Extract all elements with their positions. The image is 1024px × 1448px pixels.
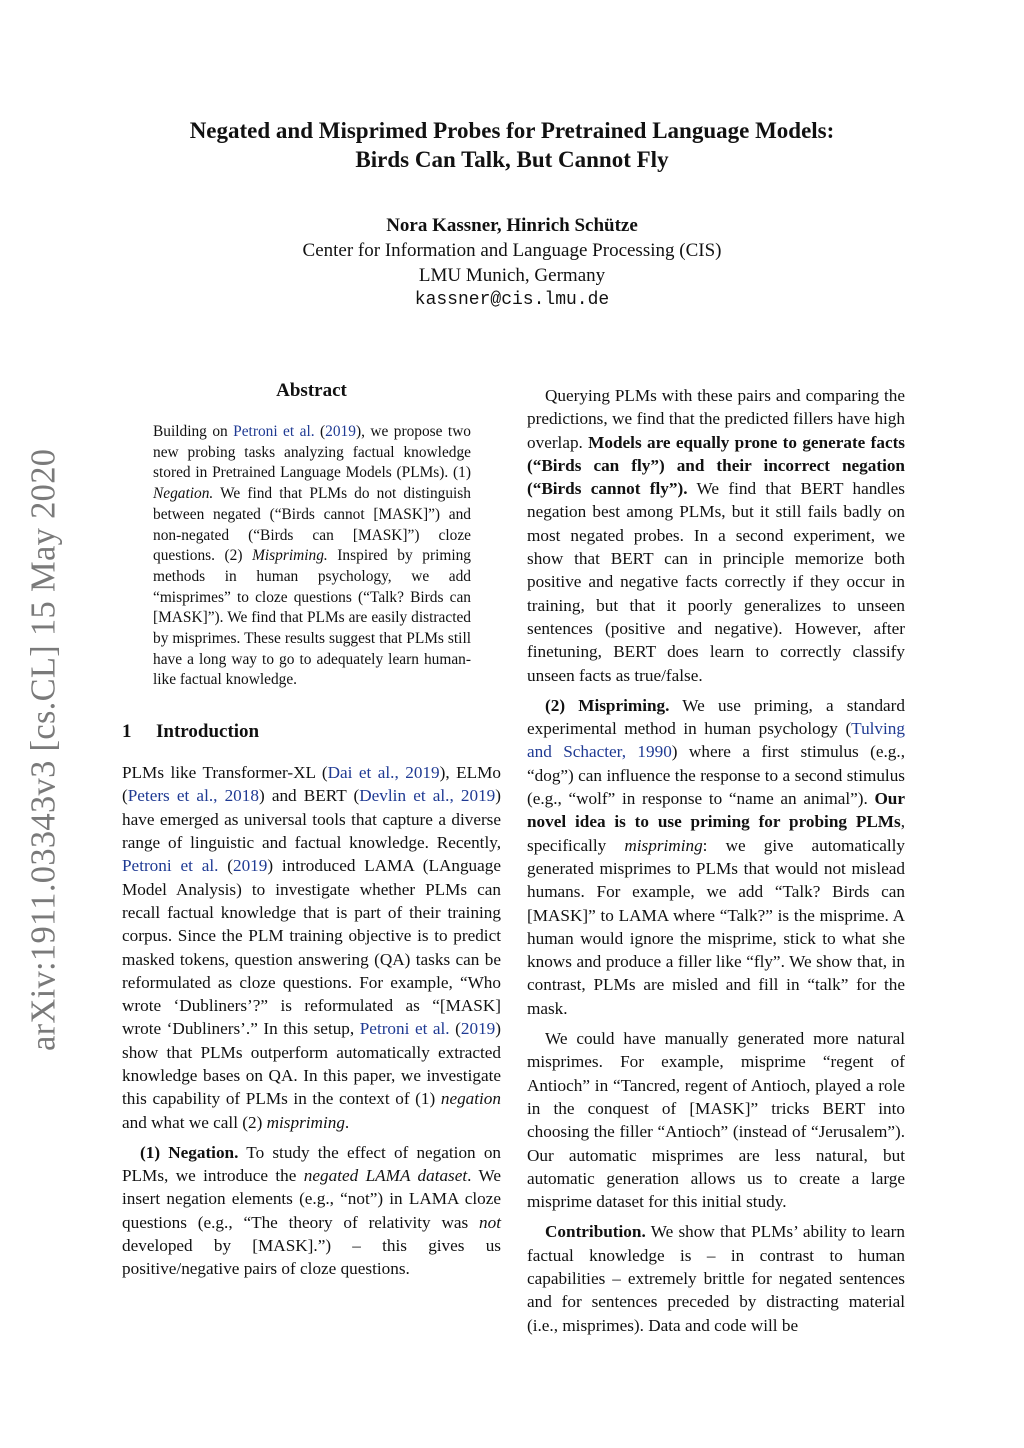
citation-year-link[interactable]: 2019 [232, 856, 268, 876]
emphasis: negation [440, 1089, 501, 1109]
abstract-text [153, 422, 471, 691]
right-column [527, 384, 905, 1344]
negation-label: Negation. [153, 485, 214, 503]
emphasis: mispriming [624, 835, 703, 855]
text-run: . [344, 1112, 350, 1132]
left-column [122, 380, 501, 1288]
text-run: ) show that PLMs outperform automatically extracted knowledge bases on QA. In this paper, we investigate this capability of PLMs in the context of (1) [122, 1019, 501, 1109]
abstract-text-part: Building on [153, 423, 234, 440]
paragraph [527, 384, 905, 687]
text-run: Querying PLMs with these pairs and comparing the predictions, we find that the predicted fillers have high overlap. [527, 386, 905, 452]
text-run: We show that PLMs’ ability to learn factual knowledge is – in contrast to human capabilities – extremely brittle for negated sentences and for sentences preceded by distracting material (i.e., misprimes). Data and code will be [527, 1222, 905, 1335]
paper-title [0, 116, 1024, 174]
text-run: PLMs like Transformer-XL ( [122, 763, 328, 783]
text-run: : we give automatically generated misprimes to PLMs that would not mislead humans. For example, we add “Talk? Birds can [MASK]” to LAMA where “Talk?” is the misprime. A human would ignore the misprime, stick to what she knows and produce a filler like “fly”. We show that, in contrast, PLMs are misled and fill in “talk” for the mask. [527, 835, 906, 1018]
text-run: ( [218, 856, 233, 876]
paragraph-lead: (2) Mispriming. [545, 695, 670, 715]
emphasis: mispriming [266, 1112, 345, 1132]
section-number: 1 [122, 721, 132, 743]
text-run: ), ELMo ( [122, 763, 501, 806]
text-run: developed by [MASK].”) – this gives us positive/negative pairs of cloze questions. [122, 1236, 501, 1279]
abstract-text-part: ( [314, 423, 326, 440]
text-run: . We insert negation elements (e.g., “not”) in LAMA cloze questions (e.g., “The theory of relativity was [122, 1166, 501, 1232]
abstract-text-part: ), we propose two new probing tasks analyzing factual knowledge stored in Pretrained Language Models (PLMs). (1) [153, 423, 471, 482]
text-run: , specifically [527, 812, 905, 855]
text-run: ) and BERT ( [258, 786, 360, 806]
emphasis: not [479, 1212, 501, 1232]
citation-link[interactable]: Devlin et al., 2019 [359, 786, 496, 806]
author-location: LMU Munich, Germany [418, 265, 606, 286]
text-run: ) introduced LAMA (LAnguage Model Analysis) to investigate whether PLMs can recall factual knowledge that is part of their training corpus. Since the PLM training objective is to predict masked tokens, question answering (QA) tasks can be reformulated as cloze questions. For example, “Who wrote ‘Dubliners’?” is reformulated as “[MASK] wrote ‘Dubliners’.” In this setup, [122, 856, 501, 1039]
text-run: ) where a first stimulus (e.g., “dog”) can influence the response to a second stimulus (e.g., “wolf” in response to “name an animal”). [527, 742, 905, 809]
abstract-text-part: We find that PLMs do not distinguish between negated (“Birds cannot [MASK]”) and non-negated (“Birds can [MASK]”) cloze questions. (2) [153, 485, 471, 565]
bold-claim: Models are equally prone to generate facts (“Birds can fly”) and their incorrect negation (“Birds cannot fly”). [527, 432, 905, 499]
section-title: Introduction [156, 721, 260, 743]
citation-link[interactable]: Tulving and Schacter, 1990 [527, 719, 905, 762]
mispriming-label: Mispriming. [252, 547, 328, 565]
paragraph [122, 761, 501, 1134]
abstract-text-part: Inspired by priming methods in human psychology, we add “misprimes” to cloze questions (“Talk? Birds can [MASK]”). We find that PLMs are easily distracted by misprimes. These results suggest that PLMs still have a long way to go to adequately learn human-like factual knowledge. [153, 547, 471, 689]
text-run: We find that BERT handles negation best among PLMs, but it still fails badly on most negated probes. In a second experiment, we show that BERT can in principle memorize both positive and negative facts correctly if they occur in training, but that it poorly generalizes to unseen sentences (positive and negative). However, after finetuning, BERT does learn to correctly classify unseen facts as true/false. [527, 479, 905, 685]
paragraph [527, 694, 905, 1020]
text-run: ) have emerged as universal tools that capture a diverse range of linguistic and factual knowledge. Recently, [122, 786, 501, 853]
paragraph-lead: Contribution. [545, 1222, 646, 1242]
title-line-2: Birds Can Talk, But Cannot Fly [355, 147, 669, 172]
citation-link[interactable]: Dai et al., 2019 [327, 763, 440, 783]
title-line-1: Negated and Misprimed Probes for Pretrained Language Models: [189, 118, 835, 143]
citation-link[interactable]: Petroni et al. [233, 423, 315, 440]
text-run: To study the effect of negation on PLMs, we introduce the [122, 1142, 502, 1186]
text-run: ( [449, 1019, 461, 1039]
author-block [0, 213, 1024, 313]
emphasis: negated LAMA dataset [303, 1166, 468, 1186]
text-run: We use priming, a standard experimental method in human psychology ( [527, 695, 905, 739]
author-names: Nora Kassner, Hinrich Schütze [386, 215, 638, 236]
paragraph [527, 1220, 905, 1336]
citation-year-link[interactable]: 2019 [325, 423, 356, 440]
arxiv-identifier: arXiv:1911.03343v3 [cs.CL] 15 May 2020 [24, 448, 63, 1052]
paragraph: We could have manually generated more natural misprimes. For example, misprime “regent of Antioch” in “Tancred, regent of Antioch, played a role in the conquest of [MASK]” tricks BERT into choosing the filler “Antioch” (instead of “Jerusalem”). Our automatic misprimes are less natural, but automatic generation allows us to create a large misprime dataset for this initial study. [527, 1029, 905, 1212]
paragraph-lead: (1) Negation. [140, 1142, 239, 1162]
abstract-heading: Abstract [276, 380, 347, 401]
paragraph [122, 1141, 501, 1281]
citation-link[interactable]: Petroni et al. [122, 856, 219, 876]
bold-claim: Our novel idea is to use priming for probing PLMs [527, 789, 905, 832]
author-affiliation: Center for Information and Language Processing (CIS) [302, 240, 722, 261]
intro-body-left [122, 761, 501, 1281]
text-run: and what we call (2) [122, 1112, 267, 1132]
citation-year-link[interactable]: 2019 [460, 1019, 496, 1039]
citation-link[interactable]: Petroni et al. [359, 1019, 450, 1039]
citation-link[interactable]: Peters et al., 2018 [127, 786, 259, 806]
section-heading-introduction [122, 721, 501, 743]
author-email: kassner@cis.lmu.de [414, 290, 610, 310]
